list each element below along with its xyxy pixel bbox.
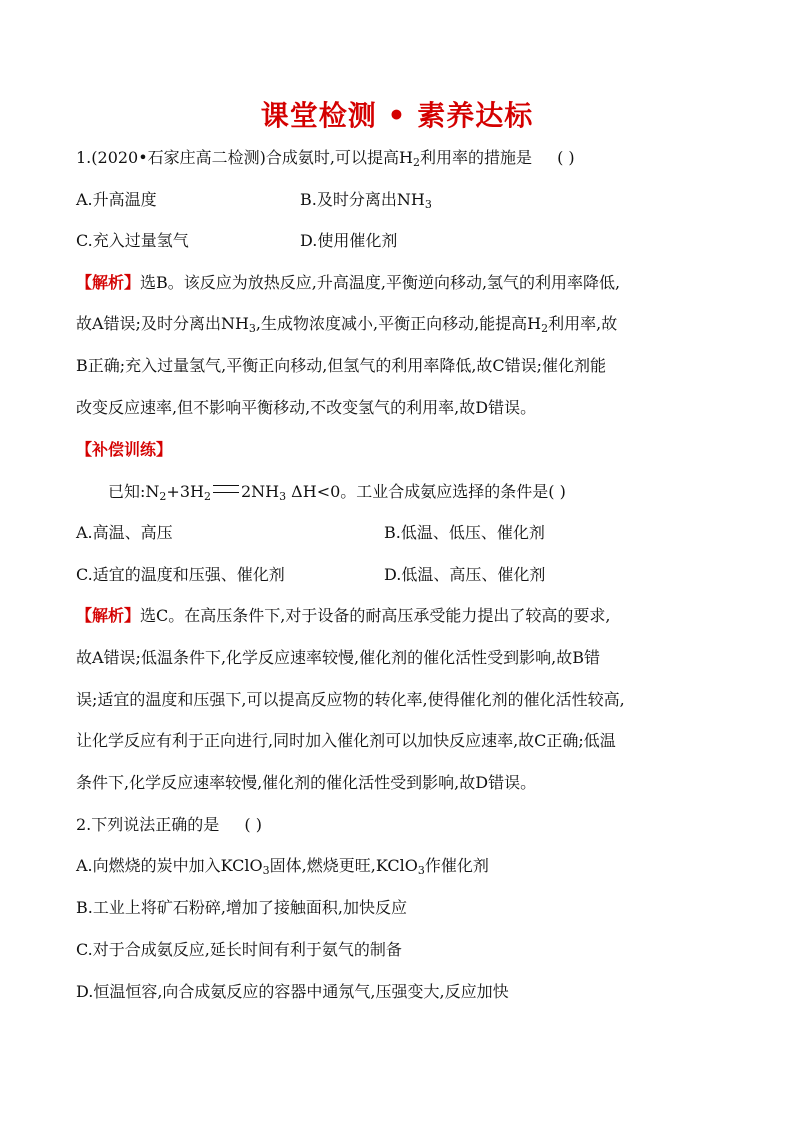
q1-analysis-tag: 【解析】 — [76, 273, 141, 292]
q1-stem-text-2: 利用率的措施是 — [419, 148, 532, 167]
bu-stem-text-a: 已知:N — [108, 482, 160, 501]
bu-analysis-line-2: 故A错误;低温条件下,化学反应速率较慢,催化剂的催化活性受到影响,故B错 — [76, 648, 600, 667]
q2-answer-paren: ( ) — [244, 815, 262, 834]
q2-option-a-text-b: 固体,燃烧更旺,KClO — [269, 856, 418, 875]
q1-analysis-text-1: 选B。该反应为放热反应,升高温度,平衡逆向移动,氢气的利用率降低, — [140, 273, 621, 292]
bu-stem-text-b: +3H — [166, 482, 204, 501]
bu-stem — [108, 482, 566, 502]
q2-option-a-sub-2: 3 — [417, 864, 425, 877]
q2-option-b: B.工业上将矿石粉碎,增加了接触面积,加快反应 — [76, 898, 408, 917]
q2-option-a-sub-1: 3 — [262, 864, 270, 877]
bu-stem-text-c: 2NH — [240, 482, 280, 501]
bu-analysis-line-1 — [76, 606, 610, 626]
q1-stem-subscript: 2 — [412, 156, 420, 169]
q1-option-b-text: B.及时分离出NH — [300, 190, 425, 209]
q1-option-c: C.充入过量氢气 — [76, 231, 189, 250]
bu-option-c: C.适宜的温度和压强、催化剂 — [76, 565, 285, 584]
q2-option-c: C.对于合成氨反应,延长时间有利于氨气的制备 — [76, 940, 402, 959]
bu-option-b: B.低温、低压、催化剂 — [384, 523, 545, 542]
bu-option-d: D.低温、高压、催化剂 — [384, 565, 546, 584]
q2-option-a-text-a: A.向燃烧的炭中加入KClO — [76, 856, 263, 875]
bu-stem-sub-2: 2 — [203, 490, 211, 503]
supplementary-training-heading: 【补偿训练】 — [76, 440, 173, 459]
q1-analysis-text-2c: 利用率,故 — [548, 314, 618, 333]
bu-analysis-line-4: 让化学反应有利于正向进行,同时加入催化剂可以加快反应速率,故C正确;低温 — [76, 731, 616, 750]
bu-stem-sub-3: 3 — [279, 490, 287, 503]
bu-stem-sub-1: 2 — [159, 490, 167, 503]
q2-option-d: D.恒温恒容,向合成氨反应的容器中通氖气,压强变大,反应加快 — [76, 982, 509, 1001]
bu-analysis-tag: 【解析】 — [76, 606, 141, 625]
q1-stem — [76, 148, 575, 168]
bu-analysis-line-5: 条件下,化学反应速率较慢,催化剂的催化活性受到影响,故D错误。 — [76, 773, 537, 792]
bu-analysis-line-3: 误;适宜的温度和压强下,可以提高反应物的转化率,使得催化剂的催化活性较高, — [76, 690, 625, 709]
q1-analysis-line-2 — [76, 314, 617, 334]
q1-analysis-line-3: B正确;充入过量氢气,平衡正向移动,但氢气的利用率降低,故C错误;催化剂能 — [76, 356, 607, 375]
equilibrium-arrow-icon — [213, 485, 239, 493]
q1-analysis-sub-1: 3 — [248, 322, 256, 335]
q1-analysis-line-4: 改变反应速率,但不影响平衡移动,不改变氢气的利用率,故D错误。 — [76, 398, 537, 417]
page-title: 课堂检测 • 素养达标 — [260, 99, 534, 132]
bu-stem-text-d: ΔH<0。工业合成氨应选择的条件是( ) — [286, 482, 566, 501]
q1-stem-text: 1.(2020•石家庄高二检测)合成氨时,可以提高H — [76, 148, 413, 167]
q1-analysis-text-2b: ,生成物浓度减小,平衡正向移动,能提高H — [255, 314, 542, 333]
q1-answer-paren: ( ) — [557, 148, 575, 167]
q1-option-b — [300, 190, 432, 210]
q1-option-b-subscript: 3 — [424, 198, 432, 211]
bu-option-a: A.高温、高压 — [76, 523, 173, 542]
bu-analysis-text-1: 选C。在高压条件下,对于设备的耐高压承受能力提出了较高的要求, — [140, 606, 611, 625]
q1-analysis-line-1 — [76, 273, 620, 293]
q2-stem — [76, 815, 262, 835]
q1-option-d: D.使用催化剂 — [300, 231, 398, 250]
q2-option-a-text-c: 作催化剂 — [424, 856, 489, 875]
q2-stem-text: 2.下列说法正确的是 — [76, 815, 220, 834]
q1-analysis-sub-2: 2 — [541, 322, 549, 335]
q1-analysis-text-2a: 故A错误;及时分离出NH — [76, 314, 249, 333]
q2-option-a — [76, 856, 489, 876]
q1-option-a: A.升高温度 — [76, 190, 157, 209]
